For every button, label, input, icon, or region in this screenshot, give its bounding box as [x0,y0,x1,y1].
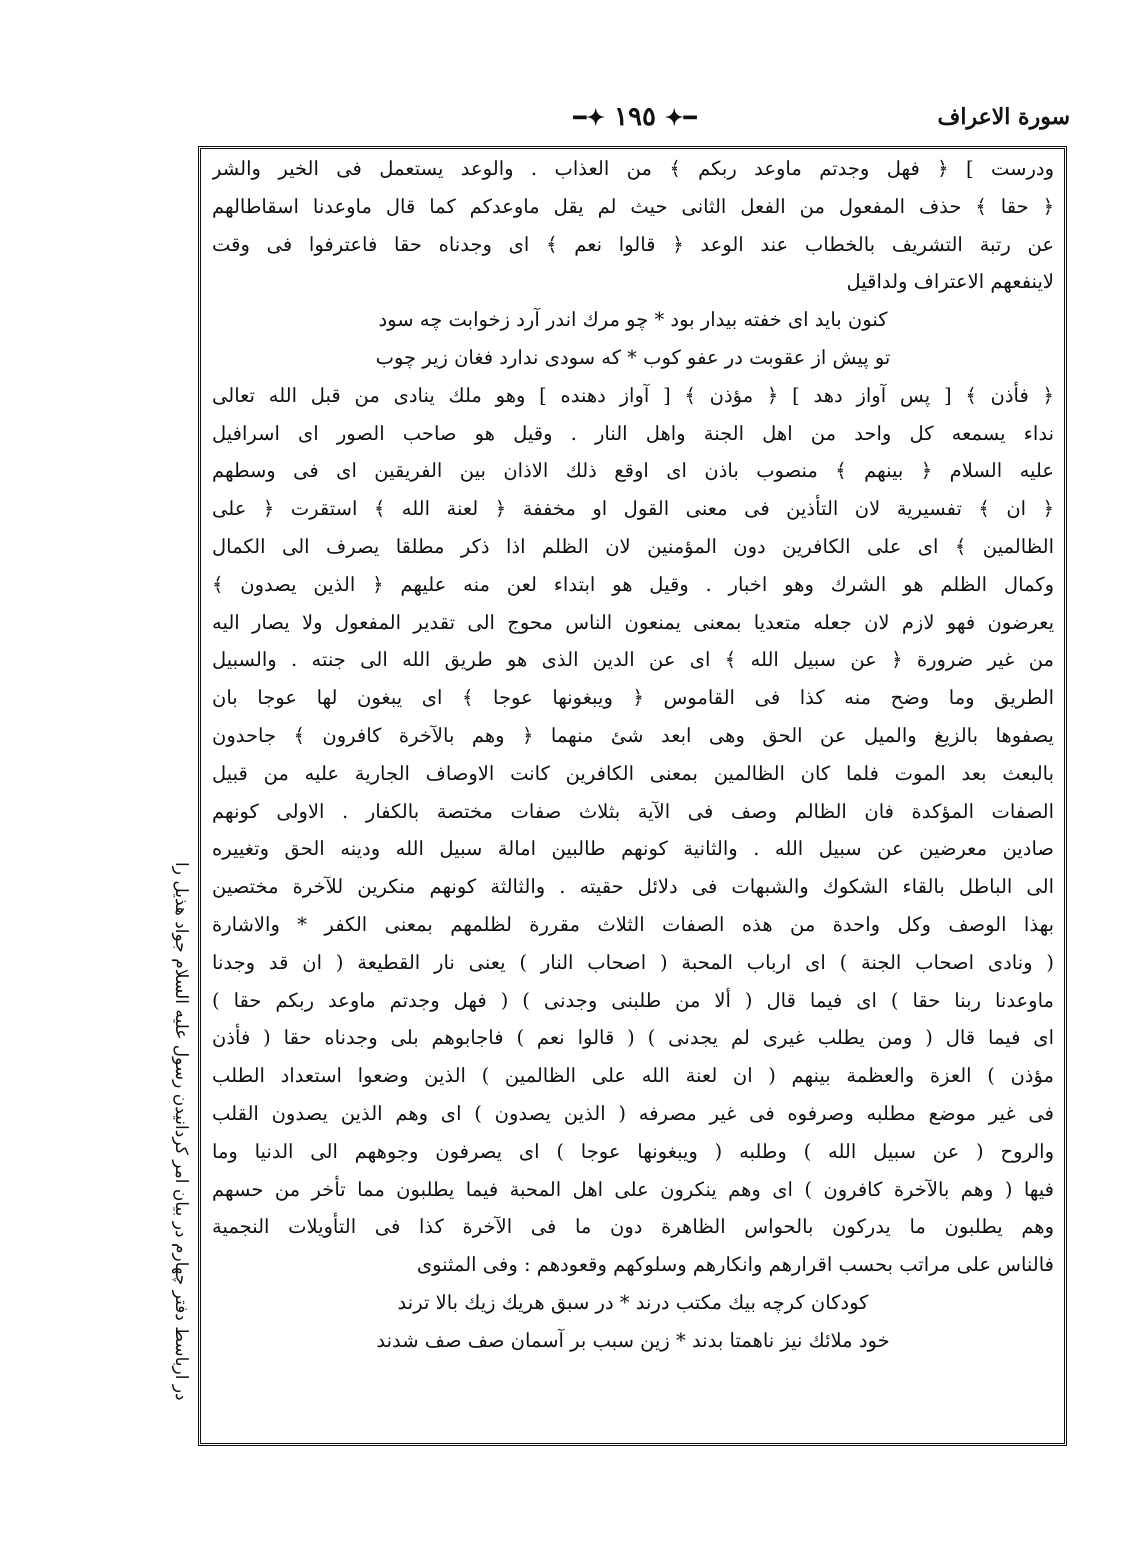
text-line: الطريق وما وضح منه كذا فى القاموس ﴿ ويبغونها عوجا ﴾ اى يبغون لها عوجا بان [212,686,1054,710]
text-line: لاينفعهم الاعتراف ولداقيل [846,270,1054,294]
ornament-right: ━✦ [665,105,697,131]
text-line: بهذا الوصف وكل واحدة من هذه الصفات الثلاث مقررة لظلمهم بمعنى الكفر * والاشارة [212,912,1054,936]
text-line: يصفوها بالزيغ والميل عن الحق وهى ابعد شئ منهما ﴿ وهم بالآخرة كافرون ﴾ جاحدون [212,723,1054,747]
page-number: ١٩٥ [614,102,656,132]
text-line: وهم يطلبون ما يدركون بالحواس الظاهرة دون ما فى الآخرة كذا فى التأويلات النجمية [212,1215,1054,1239]
page-number-group [573,102,696,132]
text-body [212,150,1054,1360]
ornament-left: ✦━ [573,105,605,131]
surah-name: سورة الاعراف [937,104,1070,130]
text-line: ( ونادى اصحاب الجنة ) اى ارباب المحبة ( اصحاب النار ) يعنى نار القطيعة ( ان قد وجدنا [212,950,1054,974]
text-line: فى غير موضع مطلبه وصرفوه فى غير مصرفه ( الذين يصدون ) اى وهم الذين يصدون القلب [212,1101,1054,1125]
text-line: الى الباطل بالقاء الشكوك والشبهات فى دلائل حقيته . والثالثة كونهم منكرين للآخرة مختصين [212,875,1054,899]
text-line: الظالمين ﴾ اى على الكافرين دون المؤمنين لان الظلم اذا ذكر مطلقا يصرف الى الكمال [212,534,1054,558]
text-line: بالبعث بعد الموت فلما كان الظالمين بمعنى الكافرين كانت الاوصاف الجارية عليه من قبيل [212,761,1054,785]
text-line: فيها ( وهم بالآخرة كافرون ) اى وهم ينكرون على اهل المحبة فيما يطلبون مما تأخر من حسهم [212,1177,1054,1201]
text-line: من غير ضرورة ﴿ عن سبيل الله ﴾ اى عن الدين الذى هو طريق الله الى جنته . والسبيل [212,648,1054,672]
text-line: فالناس على مراتب بحسب اقرارهم وانكارهم وسلوكهم وقعودهم : وفى المثنوى [416,1253,1054,1277]
verse-line: كودكان كرچه بيك مكتب درند * در سبق هريك زيك بالا ترند [397,1290,869,1314]
text-line: عليه السلام ﴿ بينهم ﴾ منصوب باذن اى اوقع ذلك الاذان بين الفريقين اى فى وسطهم [212,459,1054,483]
text-line: صادين معرضين عن سبيل الله . والثانية كونهم طالبين امالة سبيل الله ودينه الحق وتغييره [212,837,1054,861]
verse-line: تو پيش از عقوبت در عفو كوب * كه سودى ندارد فغان زير چوب [375,345,891,369]
margin-note: در ارباسط دفتر چهارم در بیان امر کردانیدن رسول علیه السلام جواد هذیل را [171,861,191,1401]
text-line: ﴿ حقا ﴾ حذف المفعول من الفعل الثانى حيث لم يقل ماوعدكم كما قال ماوعدنا اسقاطالهم [212,194,1054,218]
text-line: الصفات المؤكدة فان الظالم وصف فى الآية بثلاث صفات مختصة بالكفار . الاولى كونهم [212,799,1054,823]
text-line: مؤذن ) العزة والعظمة بينهم ( ان لعنة الله على الظالمين ) الذين وضعوا استعداد الطلب [212,1064,1054,1088]
text-line: ﴿ فأذن ﴾ [ پس آواز دهد ] ﴿ مؤذن ﴾ [ آواز دهنده ] وهو ملك ينادى من قبل الله تعالى [212,383,1054,407]
text-line: ماوعدنا ربنا حقا ) اى فيما قال ( ألا من طلبنى وجدنى ) ( فهل وجدتم ماوعد ربكم حقا ) [212,988,1054,1012]
text-line: يعرضون فهو لازم لان جعله متعديا بمعنى يمنعون الناس محوج الى تقدير المفعول ولا يصار اليه [212,610,1054,634]
text-line: وكمال الظلم هو الشرك وهو اخبار . وقيل هو ابتداء لعن منه عليهم ﴿ الذين يصدون ﴾ [212,572,1054,596]
text-line: اى فيما قال ( ومن يطلب غيرى لم يجدنى ) ( قالوا نعم ) فاجابوهم بلى وجدناه حقا ( فأذن [212,1026,1054,1050]
text-line: ودرست ] ﴿ فهل وجدتم ماوعد ربكم ﴾ من العذاب . والوعد يستعمل فى الخير والشر [212,157,1054,180]
text-line: نداء يسمعه كل واحد من اهل الجنة واهل النار . وقيل هو صاحب الصور اى اسرافيل [212,421,1054,445]
text-line: والروح ( عن سبيل الله ) وطلبه ( ويبغونها عوجا ) اى يصرفون وجوههم الى الدنيا وما [212,1139,1054,1163]
text-line: عن رتبة التشريف بالخطاب عند الوعد ﴿ قالوا نعم ﴾ اى وجدناه حقا فاعترفوا فى وقت [212,232,1054,256]
text-line: ﴿ ان ﴾ تفسيرية لان التأذين فى معنى القول او مخففة ﴿ لعنة الله ﴾ استقرت ﴿ على [212,497,1054,521]
verse-line: خود ملائك نيز ناهمتا بدند * زين سبب بر آسمان صف صف شدند [376,1328,890,1352]
page-header [200,104,1070,140]
verse-line: كنون بايد اى خفته بيدار بود * چو مرك اندر آرد زخوابت چه سود [378,308,888,332]
